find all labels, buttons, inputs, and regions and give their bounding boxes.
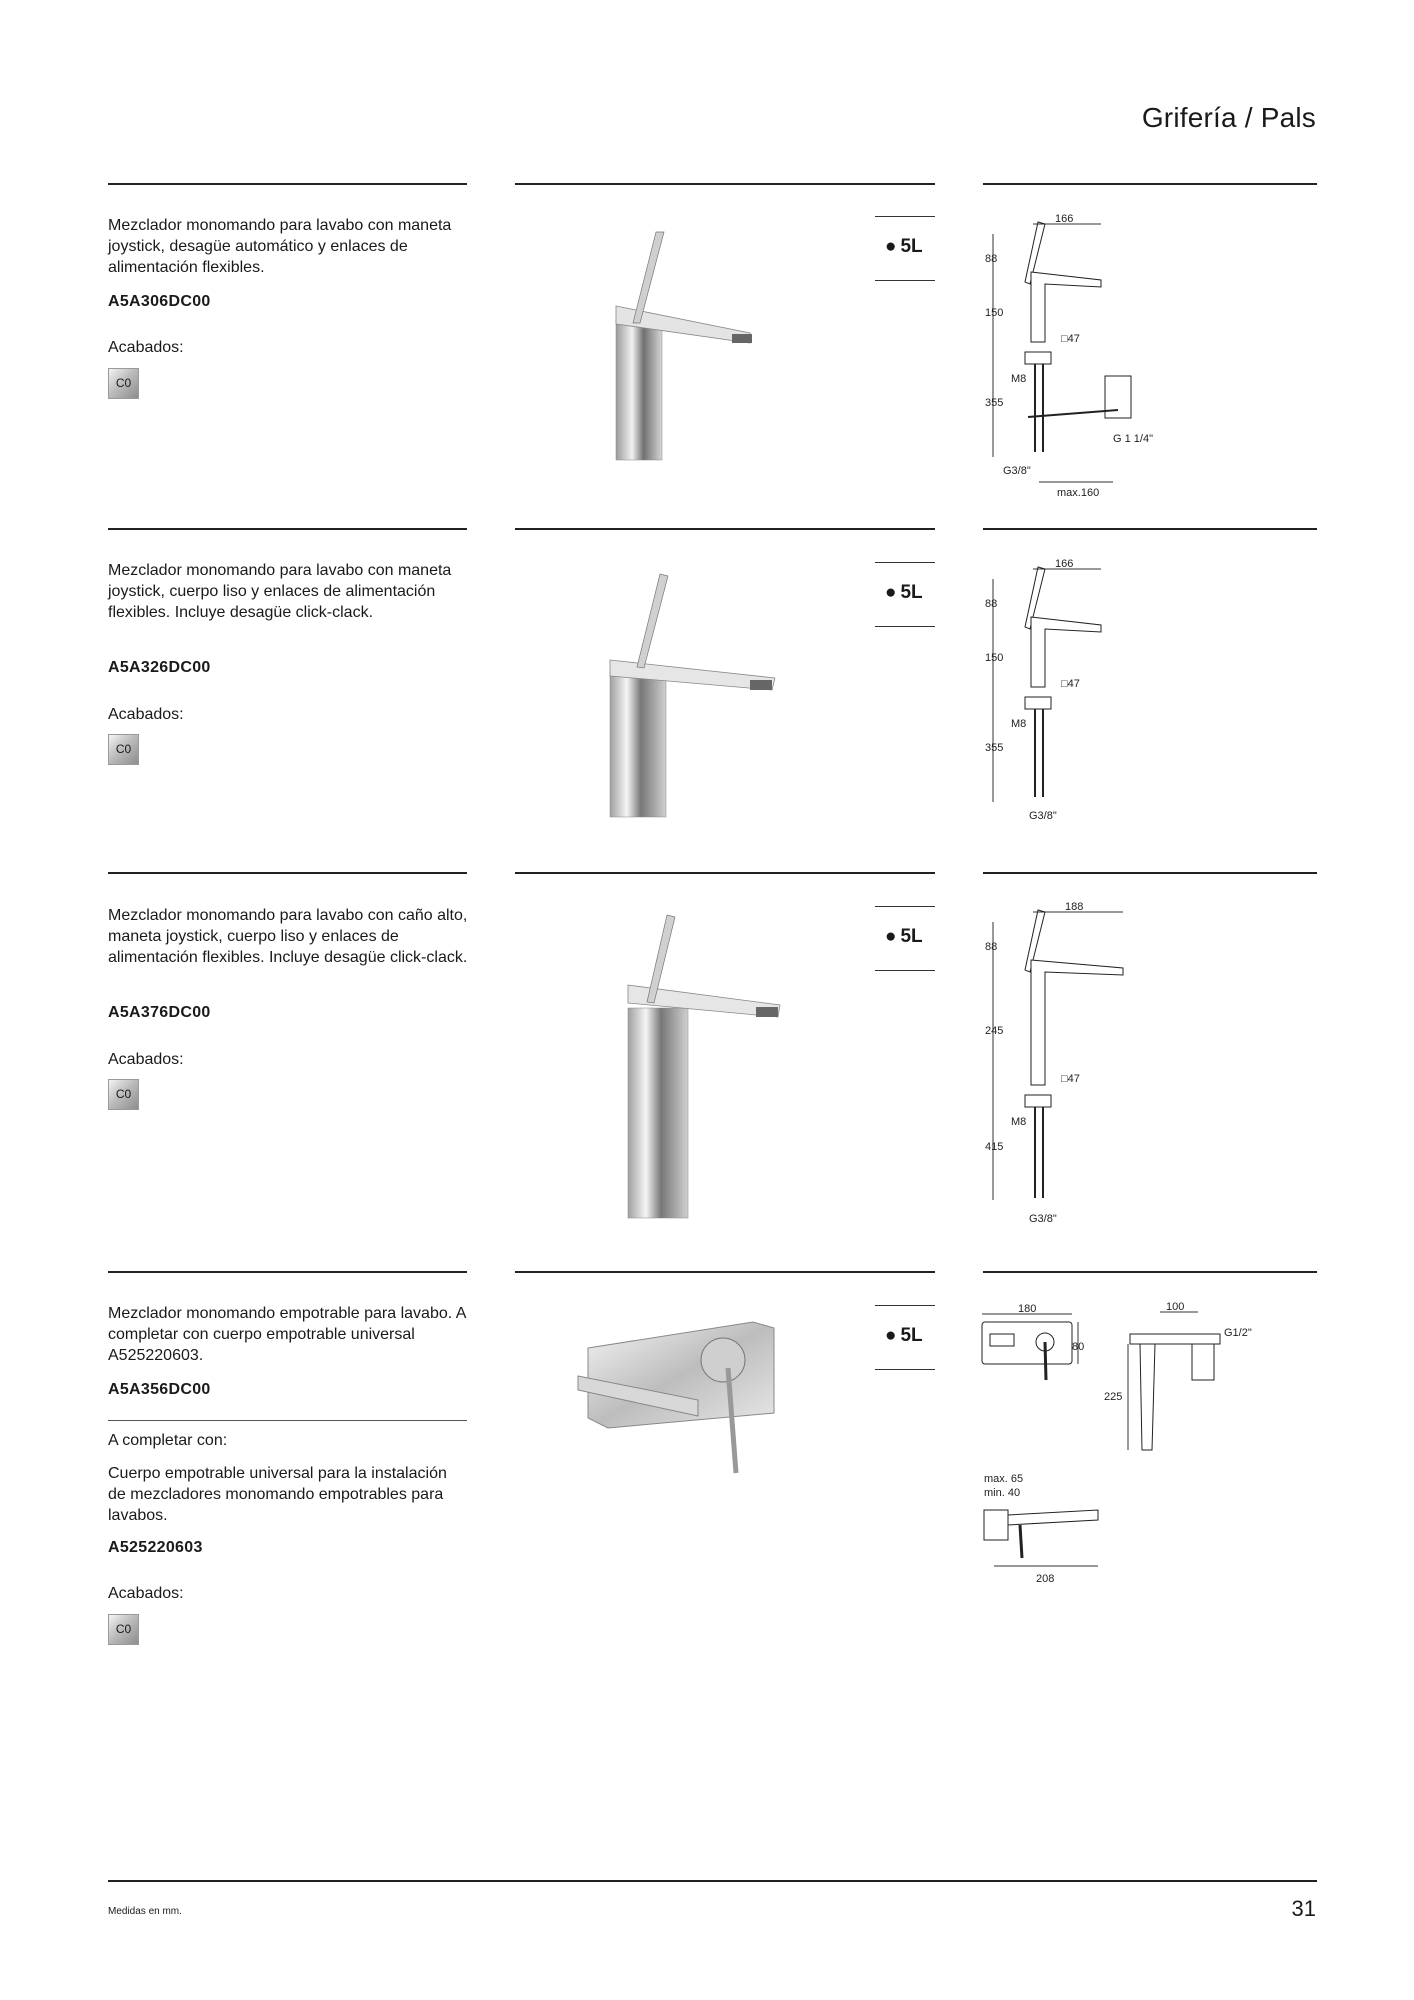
section-divider <box>983 528 1317 530</box>
section-divider <box>983 183 1317 185</box>
page-title: Grifería / Pals <box>1141 102 1316 133</box>
svg-text:min. 40: min. 40 <box>984 1487 1021 1499</box>
svg-text:80: 80 <box>1072 1341 1085 1353</box>
svg-text:G 1 1/4": G 1 1/4" <box>1113 433 1153 445</box>
product-code: A5A356DC00 <box>108 1381 211 1398</box>
svg-text:225: 225 <box>1104 1391 1123 1403</box>
svg-text:150: 150 <box>985 307 1004 319</box>
section-divider <box>515 872 935 874</box>
svg-text:□47: □47 <box>1061 678 1080 690</box>
svg-text:G1/2": G1/2" <box>1224 1327 1252 1339</box>
product-description: Mezclador monomando para lavabo con caño alto, maneta joystick, cuerpo liso y enlaces de alimentación flexibles. Incluye desagüe click-clack. <box>108 907 468 966</box>
section-divider <box>108 1271 467 1273</box>
finish-swatch-chrome[interactable]: C0 <box>108 1614 139 1645</box>
technical-drawing <box>983 212 1183 497</box>
section-divider <box>108 183 467 185</box>
product-photo-faucet <box>600 228 770 473</box>
product-code: A5A376DC00 <box>108 1004 211 1021</box>
finish-swatch-chrome[interactable]: C0 <box>108 1079 139 1110</box>
finishes-label: Acabados: <box>108 1051 184 1068</box>
water-drop-icon: ● <box>885 1325 897 1346</box>
svg-text:208: 208 <box>1036 1573 1055 1585</box>
section-divider <box>515 183 935 185</box>
svg-text:max. 65: max. 65 <box>984 1473 1024 1485</box>
product-description: Mezclador monomando para lavabo con maneta joystick, desagüe automático y enlaces de alimentación flexibles. <box>108 217 452 276</box>
product-photo-wall-mixer <box>578 1318 778 1483</box>
dim-width: 166 <box>1055 213 1074 225</box>
svg-text:G3/8": G3/8" <box>1029 1213 1057 1225</box>
svg-text:□47: □47 <box>1061 1073 1080 1085</box>
finishes-label: Acabados: <box>108 339 184 356</box>
svg-text:G3/8": G3/8" <box>1029 810 1057 822</box>
product-code: A5A326DC00 <box>108 659 211 676</box>
svg-text:M8: M8 <box>1011 373 1027 385</box>
svg-text:150: 150 <box>985 652 1004 664</box>
product-photo-faucet <box>620 913 790 1228</box>
svg-text:355: 355 <box>985 397 1004 409</box>
svg-text:max.160: max.160 <box>1057 487 1100 499</box>
product-code: A5A306DC00 <box>108 293 211 310</box>
svg-text:355: 355 <box>985 742 1004 754</box>
complement-description: Cuerpo empotrable universal para la instalación de mezcladores monomando empotrables para lavabos. <box>108 1465 447 1524</box>
product-description: Mezclador monomando empotrable para lavabo. A completar con cuerpo empotrable universal A525220603. <box>108 1305 466 1364</box>
water-drop-icon: ● <box>885 236 897 257</box>
svg-text:415: 415 <box>985 1141 1004 1153</box>
section-divider <box>983 872 1317 874</box>
technical-drawing <box>983 900 1183 1235</box>
svg-text:M8: M8 <box>1011 718 1027 730</box>
finishes-label: Acabados: <box>108 706 184 723</box>
finish-swatch-chrome[interactable]: C0 <box>108 734 139 765</box>
footer-divider <box>108 1880 1317 1882</box>
svg-text:166: 166 <box>1055 558 1074 570</box>
svg-text:100: 100 <box>1166 1301 1185 1313</box>
water-drop-icon: ● <box>885 582 897 603</box>
section-divider <box>983 1271 1317 1273</box>
svg-text:88: 88 <box>985 941 998 953</box>
svg-text:245: 245 <box>985 1025 1004 1037</box>
section-divider <box>515 528 935 530</box>
finish-swatch-chrome[interactable]: C0 <box>108 368 139 399</box>
svg-text:188: 188 <box>1065 901 1084 913</box>
water-drop-icon: ● <box>885 926 897 947</box>
svg-text:G3/8": G3/8" <box>1003 465 1031 477</box>
product-description: Mezclador monomando para lavabo con maneta joystick, cuerpo liso y enlaces de alimentación flexibles. Incluye desagüe click-clack. <box>108 562 452 621</box>
svg-text:M8: M8 <box>1011 1116 1027 1128</box>
technical-drawing <box>983 557 1183 842</box>
svg-text:□47: □47 <box>1061 333 1080 345</box>
technical-drawing <box>980 1300 1280 1605</box>
section-divider <box>515 1271 935 1273</box>
svg-text:88: 88 <box>985 253 998 265</box>
svg-text:180: 180 <box>1018 1303 1037 1315</box>
measurement-note: Medidas en mm. <box>108 1906 182 1917</box>
section-divider <box>108 528 467 530</box>
finishes-label: Acabados: <box>108 1585 184 1602</box>
sub-divider <box>108 1420 467 1421</box>
complete-with-label: A completar con: <box>108 1432 228 1449</box>
page-number: 31 <box>1291 1896 1316 1921</box>
complement-code: A525220603 <box>108 1539 203 1556</box>
svg-text:88: 88 <box>985 598 998 610</box>
product-photo-faucet <box>600 572 790 827</box>
section-divider <box>108 872 467 874</box>
